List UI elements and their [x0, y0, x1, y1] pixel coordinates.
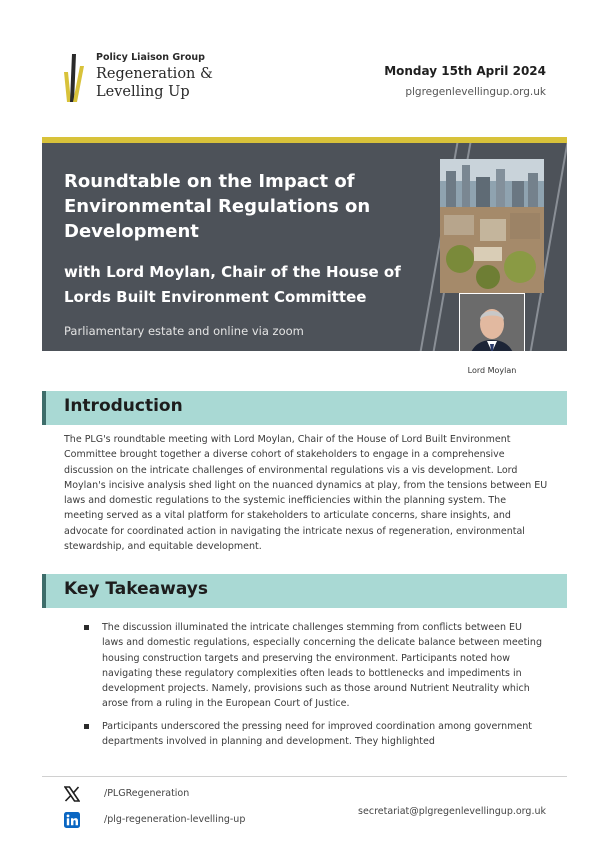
logo-mark-icon [62, 52, 92, 104]
x-icon [64, 786, 80, 802]
list-item-text: Participants underscored the pressing need for improved coordination among government departments involved in planning and development. They highlighted [102, 720, 532, 748]
event-subtitle: with Lord Moylan, Chair of the House of Lords Built Environment Committee [64, 263, 401, 306]
section-title: Introduction [64, 396, 183, 416]
event-title: Roundtable on the Impact of Environmental Regulations on Development [64, 171, 371, 242]
contact-email[interactable]: secretariat@plgregenlevellingup.org.uk [358, 806, 546, 817]
speaker-photo [460, 294, 524, 351]
website-link[interactable]: plgregenlevellingup.org.uk [405, 86, 546, 98]
bullet-icon [84, 724, 89, 729]
list-item-text: The discussion illuminated the intricate challenges stemming from conflicts between EU laws and domestic regulations, especially concerning the delicate balance between meeting housing construction targets and preserving the environment. Participants noted how navigating these regulatory complexities often leads to bottlenecks and impediments in development projects. Namely, provisions such as those around Nutrient Neutrality which arose from a ruling in the European Court of Justice. [102, 622, 542, 710]
introduction-header [42, 391, 567, 425]
org-name-line1: Regeneration & [96, 66, 213, 82]
speaker-portrait [459, 293, 525, 351]
city-aerial-photo [440, 159, 544, 293]
footer-divider [42, 776, 567, 777]
key-takeaways-header [42, 574, 567, 608]
takeaways-list [84, 620, 544, 756]
org-name-small: Policy Liaison Group [96, 52, 205, 63]
linkedin-handle: /plg-regeneration-levelling-up [104, 814, 246, 825]
introduction-body: The PLG's roundtable meeting with Lord Moylan, Chair of the House of Lord Built Environment Committee brought together a diverse cohort of stakeholders to engage in a comprehensive discussion on the intricate challenges of environmental regulations vis a vis development. Lord Moylan's incisive analysis shed light on the nuanced dynamics at play, from the tensions between EU laws and domestic regulations to the systemic inefficiencies within the planning system. The meeting served as a vital platform for stakeholders to articulate concerns, share insights, and advocate for coordinated action in navigating the intricate nexus of regeneration, environmental stewardship, and equitable development. [64, 434, 548, 553]
org-name [96, 65, 213, 101]
hero-banner [42, 143, 567, 351]
bullet-icon [84, 625, 89, 630]
portrait-caption: Lord Moylan [467, 366, 517, 375]
section-title: Key Takeaways [64, 579, 208, 599]
list-item [84, 620, 544, 712]
org-logo [62, 50, 242, 110]
x-handle: /PLGRegeneration [104, 788, 190, 799]
org-name-line2: Levelling Up [96, 84, 190, 100]
document-date: Monday 15th April 2024 [384, 64, 546, 78]
event-location: Parliamentary estate and online via zoom [64, 324, 304, 338]
list-item [84, 719, 544, 750]
linkedin-icon [64, 812, 80, 828]
